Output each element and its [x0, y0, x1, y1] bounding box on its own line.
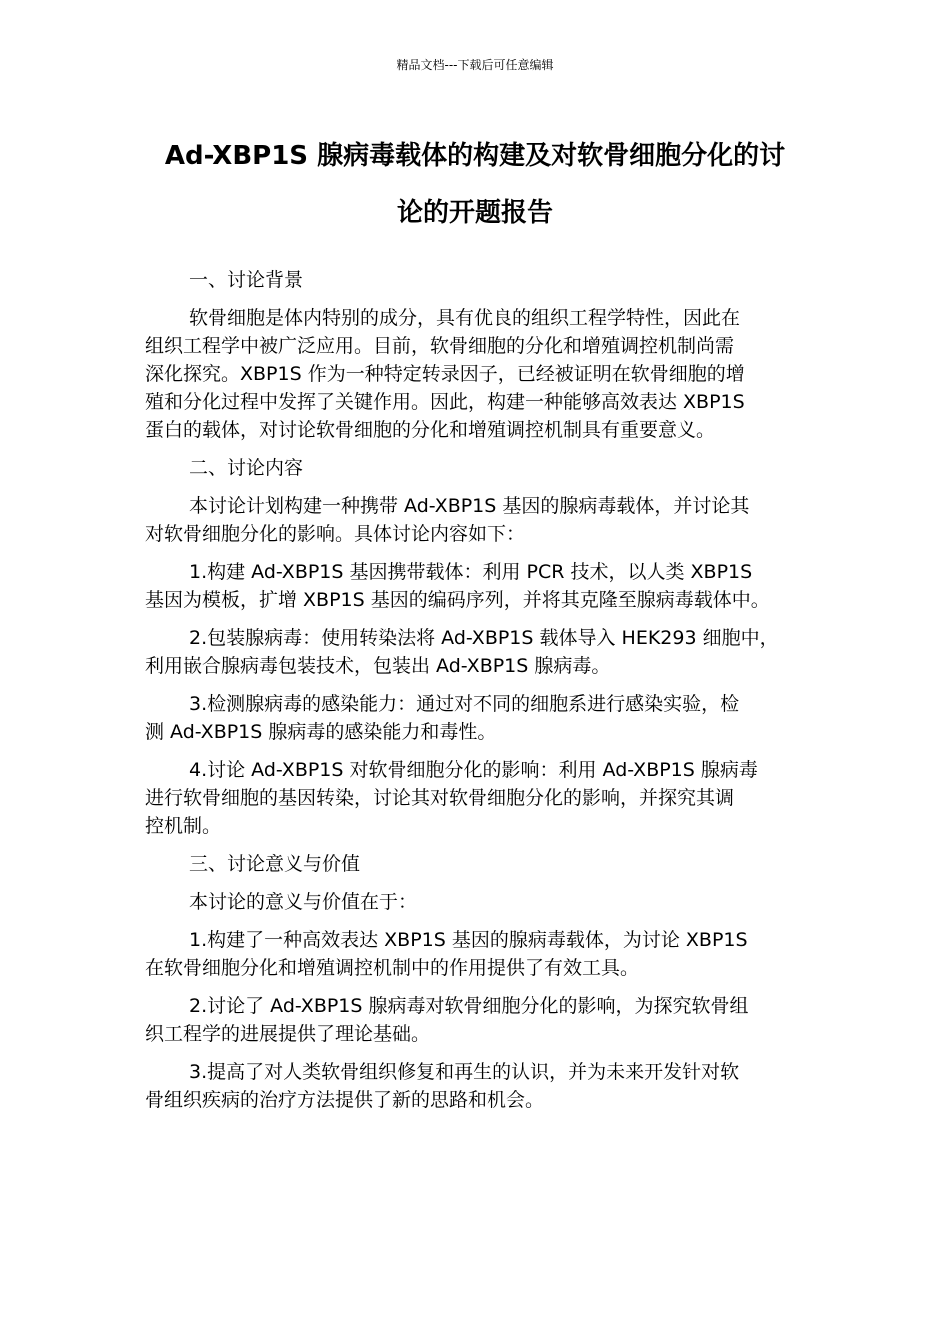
text-line: 基因为模板，扩增 XBP1S 基因的编码序列，并将其克隆至腺病毒载体中。: [145, 589, 770, 611]
paragraph-content-item-2: [145, 624, 815, 680]
text-line: 利用嵌合腺病毒包装技术，包装出 Ad-XBP1S 腺病毒。: [145, 655, 611, 677]
paragraph-significance-intro: [145, 888, 815, 916]
text-line: 控机制。: [145, 815, 222, 837]
text-line: 测 Ad-XBP1S 腺病毒的感染能力和毒性。: [145, 721, 497, 743]
text-line: 软骨细胞是体内特别的成分，具有优良的组织工程学特性，因此在: [189, 307, 741, 329]
text-line: 3.提高了对人类软骨组织修复和再生的认识，并为未来开发针对软: [189, 1061, 740, 1083]
text-line: 骨组织疾病的治疗方法提供了新的思路和机会。: [145, 1089, 545, 1111]
document-title: [140, 128, 810, 242]
text-line: 殖和分化过程中发挥了关键作用。因此，构建一种能够高效表达 XBP1S: [145, 391, 745, 413]
section-heading-significance: 三、讨论意义与价值: [189, 853, 361, 875]
paragraph-content-intro: [145, 492, 815, 548]
text-line: 织工程学的进展提供了理论基础。: [145, 1023, 431, 1045]
paragraph-significance-item-3: [145, 1058, 815, 1114]
paragraph-content-item-4: [145, 756, 815, 840]
document-body: [145, 266, 815, 1124]
text-line: 1.构建 Ad-XBP1S 基因携带载体：利用 PCR 技术，以人类 XBP1S: [189, 561, 753, 583]
title-line-2: 论的开题报告: [396, 198, 553, 228]
text-line: 4.讨论 Ad-XBP1S 对软骨细胞分化的影响：利用 Ad-XBP1S 腺病毒: [189, 759, 758, 781]
text-line: 本讨论计划构建一种携带 Ad-XBP1S 基因的腺病毒载体，并讨论其: [189, 495, 750, 517]
paragraph-content-item-1: [145, 558, 815, 614]
paragraph-significance-item-1: [145, 926, 815, 982]
title-line-1: Ad-XBP1S 腺病毒载体的构建及对软骨细胞分化的讨: [164, 141, 786, 171]
paragraph-content-item-3: [145, 690, 815, 746]
text-line: 深化探究。XBP1S 作为一种特定转录因子，已经被证明在软骨细胞的增: [145, 363, 745, 385]
text-line: 在软骨细胞分化和增殖调控机制中的作用提供了有效工具。: [145, 957, 640, 979]
section-heading-content: 二、讨论内容: [189, 457, 304, 479]
paragraph-significance-item-2: [145, 992, 815, 1048]
text-line: 3.检测腺病毒的感染能力：通过对不同的细胞系进行感染实验，检: [189, 693, 740, 715]
text-line: 1.构建了一种高效表达 XBP1S 基因的腺病毒载体，为讨论 XBP1S: [189, 929, 748, 951]
text-line: 组织工程学中被广泛应用。目前，软骨细胞的分化和增殖调控机制尚需: [145, 335, 735, 357]
text-line: 2.包装腺病毒：使用转染法将 Ad-XBP1S 载体导入 HEK293 细胞中，: [189, 627, 779, 649]
text-line: 本讨论的意义与价值在于：: [189, 891, 418, 913]
text-line: 蛋白的载体，对讨论软骨细胞的分化和增殖调控机制具有重要意义。: [145, 419, 716, 441]
text-line: 进行软骨细胞的基因转染，讨论其对软骨细胞分化的影响，并探究其调: [145, 787, 735, 809]
paragraph-background: [145, 304, 815, 444]
header-watermark: 精品文档---下载后可任意编辑: [396, 58, 554, 72]
section-heading-background: 一、讨论背景: [189, 269, 304, 291]
text-line: 2.讨论了 Ad-XBP1S 腺病毒对软骨细胞分化的影响，为探究软骨组: [189, 995, 749, 1017]
text-line: 对软骨细胞分化的影响。具体讨论内容如下：: [145, 523, 526, 545]
